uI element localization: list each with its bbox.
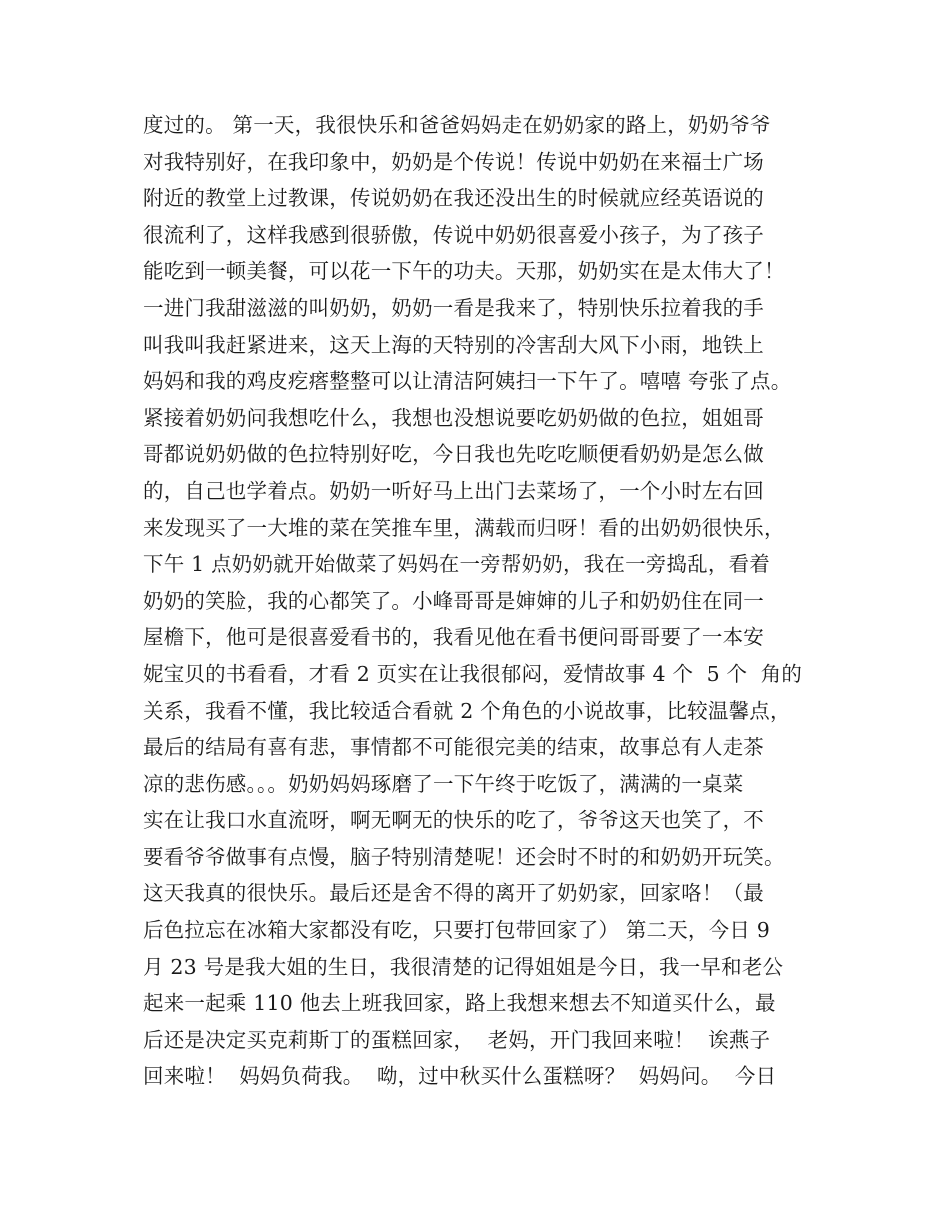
text-line: 奶奶的笑脸，我的心都笑了。小峰哥哥是婶婶的儿子和奶奶住在同一: [143, 588, 764, 613]
text-line: 妈妈和我的鸡皮疙瘩整整可以让清洁阿姨扫一下午了。嘻嘻 夸张了点。: [143, 369, 792, 394]
text-line: 凉的悲伤感。。。奶奶妈妈琢磨了一下午终于吃饭了，满满的一桌菜: [143, 771, 744, 796]
text-line: 下午 1 点奶奶就开始做菜了妈妈在一旁帮奶奶，我在一旁捣乱，看着: [143, 552, 770, 577]
text-line: 最后的结局有喜有悲，事情都不可能很完美的结束，故事总有人走茶: [143, 735, 764, 760]
text-line: 妮宝贝的书看看，才看 2 页实在让我很郁闷，爱情故事 4 个 5 个 角的: [143, 661, 803, 686]
text-line: 能吃到一顿美餐，可以花一下午的功夫。天那，奶奶实在是太伟大了！: [143, 259, 785, 284]
text-line: 后还是决定买克莉斯丁的蛋糕回家， 老妈，开门我回来啦！ 诶燕子: [143, 1027, 771, 1052]
text-line: 的，自己也学着点。奶奶一听好马上出门去菜场了，一个小时左右回: [143, 478, 764, 503]
text-line: 这天我真的很快乐。最后还是舍不得的离开了奶奶家，回家咯！（最: [143, 881, 764, 906]
text-line: 对我特别好，在我印象中，奶奶是个传说！传说中奶奶在来福士广场: [143, 149, 764, 174]
text-line: 屋檐下，他可是很喜爱看书的，我看见他在看书便问哥哥要了一本安: [143, 625, 764, 650]
text-line: 哥都说奶奶做的色拉特别好吃，今日我也先吃吃顺便看奶奶是怎么做: [143, 442, 764, 467]
text-line: 紧接着奶奶问我想吃什么，我想也没想说要吃奶奶做的色拉，姐姐哥: [143, 405, 764, 430]
text-line: 叫我叫我赶紧进来，这天上海的天特别的冷害刮大风下小雨，地铁上: [143, 332, 764, 357]
text-line: 很流利了，这样我感到很骄傲，传说中奶奶很喜爱小孩子，为了孩子: [143, 222, 764, 247]
body-text: [143, 107, 843, 1095]
text-line: 月 23 号是我大姐的生日，我很清楚的记得姐姐是今日，我一早和老公: [143, 954, 784, 979]
text-line: 回来啦！ 妈妈负荷我。 呦，过中秋买什么蛋糕呀？ 妈妈问。 今日: [143, 1064, 777, 1089]
text-line: 一进门我甜滋滋的叫奶奶，奶奶一看是我来了，特别快乐拉着我的手: [143, 295, 764, 320]
text-line: 来发现买了一大堆的菜在笑推车里，满载而归呀！看的出奶奶很快乐，: [143, 515, 785, 540]
text-line: 附近的教堂上过教课，传说奶奶在我还没出生的时候就应经英语说的: [143, 186, 764, 211]
text-line: 度过的。 第一天，我很快乐和爸爸妈妈走在奶奶家的路上，奶奶爷爷: [143, 113, 771, 137]
text-line: 起来一起乘 110 他去上班我回家，路上我想来想去不知道买什么，最: [143, 991, 776, 1016]
text-line: 要看爷爷做事有点慢，脑子特别清楚呢！还会时不时的和奶奶开玩笑。: [143, 844, 785, 869]
text-line: 后色拉忘在冰箱大家都没有吃，只要打包带回家了） 第二天，今日 9: [143, 918, 770, 943]
text-line: 实在让我口水直流呀，啊无啊无的快乐的吃了，爷爷这天也笑了，不: [143, 808, 764, 833]
text-line: 关系，我看不懂，我比较适合看就 2 个角色的小说故事，比较温馨点，: [143, 698, 791, 723]
